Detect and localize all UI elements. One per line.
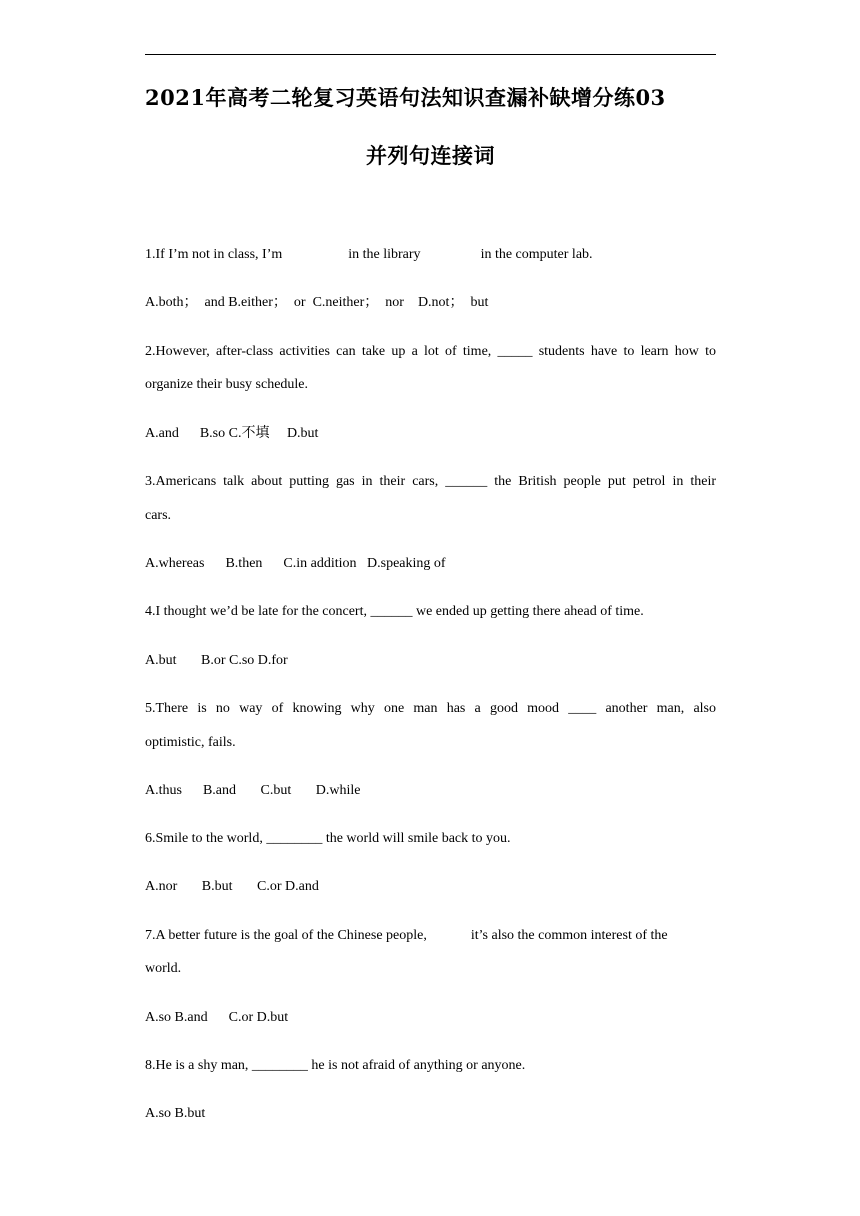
header-rule [145,54,716,55]
question-3-options: A.whereas B.then C.in addition D.speaking of [145,556,446,571]
question-1-stem [145,246,716,264]
question-5-options: A.thus B.and C.but D.while [145,783,361,798]
document-subtitle: 并列句连接词 [366,143,495,168]
question-6-stem: 6.Smile to the world, ________ the world will smile back to you. [145,831,511,846]
question-6-options: A.nor B.but C.or D.and [145,879,319,894]
question-1-text-a: 1.If I’m not in class, I’m [145,247,283,262]
question-7-stem-line-1 [145,927,716,945]
question-2-options: A.and B.so C.不填 D.but [145,426,319,441]
question-1-options: A.both； and B.either； or C.neither； nor D.not； but [145,295,489,310]
question-1-text-b: in the library [348,247,421,262]
question-3-stem-line-2: cars. [145,508,172,523]
question-4-stem: 4.I thought we’d be late for the concert, ______ we ended up getting there ahead of time. [145,604,644,619]
question-7-text-b: it’s also the common interest of the [470,928,668,943]
question-8-stem: 8.He is a shy man, ________ he is not afraid of anything or anyone. [145,1058,526,1073]
question-5-stem-line-2: optimistic, fails. [145,735,236,750]
question-8-options: A.so B.but [145,1106,206,1121]
question-7-text-a: 7.A better future is the goal of the Chinese people, [145,928,427,943]
question-1-text-c: in the computer lab. [480,247,593,262]
question-4-options: A.but B.or C.so D.for [145,653,288,668]
question-7-options: A.so B.and C.or D.but [145,1010,289,1025]
question-3-stem-line-1: 3.Americans talk about putting gas in their cars, ______ the British people put petrol in their [145,474,716,489]
question-2-stem-line-1: 2.However, after-class activities can take up a lot of time, _____ students have to learn how to [145,344,716,359]
question-7-stem-line-2: world. [145,961,182,976]
question-5-stem-line-1: 5.There is no way of knowing why one man has a good mood ____ another man, also [145,701,716,716]
question-2-stem-line-2: organize their busy schedule. [145,377,309,392]
document-title: 2021年高考二轮复习英语句法知识查漏补缺增分练03 [145,85,666,110]
